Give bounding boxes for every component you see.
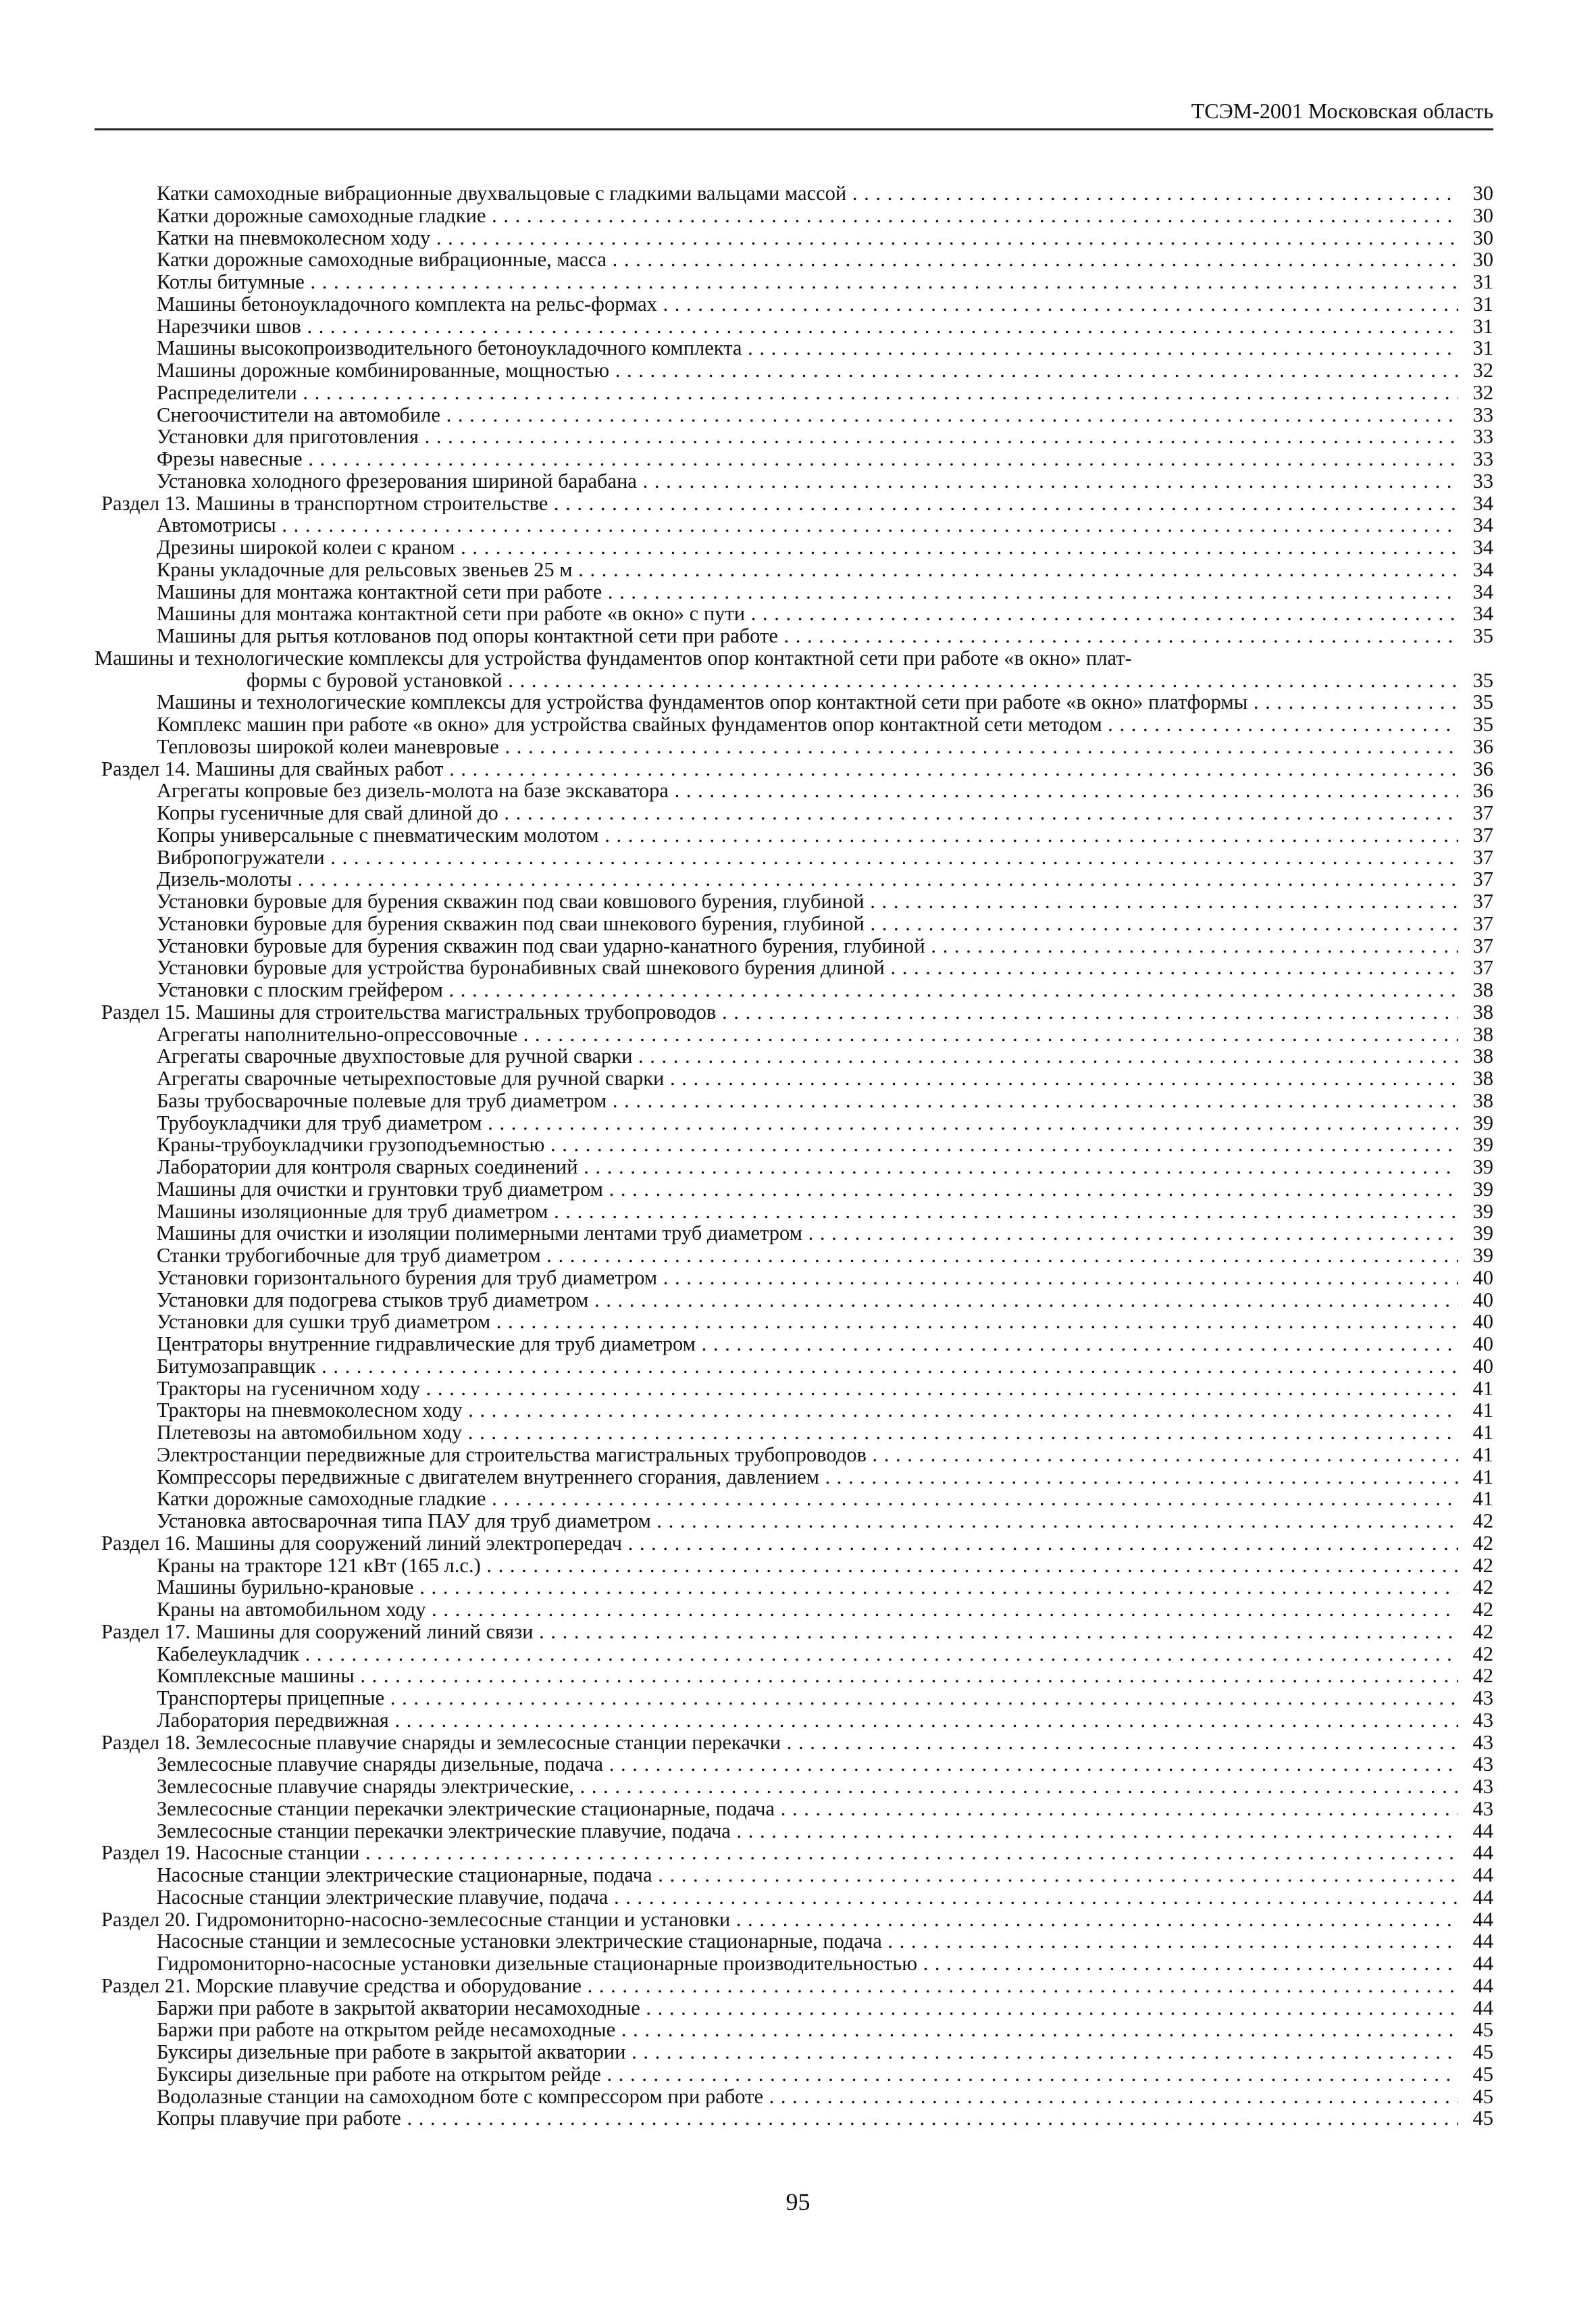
toc-entry [95,802,1493,824]
toc-entry [95,957,1493,979]
toc-entry [95,426,1493,448]
toc-entry [95,1378,1493,1400]
toc-section-entry [95,1842,1493,1864]
toc-entry-title: Базы трубосварочные полевые для труб диаметром . . . [157,1090,1458,1112]
toc-entry-title: Котлы битумные . . . [157,271,1458,293]
toc-entry-title: Тракторы на пневмоколесном ходу . . . [157,1399,1458,1422]
toc-entry-page: 39 [1472,1222,1493,1245]
toc-entry [95,1134,1493,1156]
toc-entry-page: 44 [1472,1885,1493,1909]
toc-entry [95,1045,1493,1067]
toc-entry-title: Раздел 20. Гидромониторно-насосно-землесосные станции и установки . . . [101,1909,1458,1931]
toc-entry [95,1289,1493,1311]
toc-entry-page: 33 [1472,469,1493,493]
toc-entry [95,470,1493,493]
toc-entry [95,404,1493,426]
toc-entry-title: Распределители . . . [157,382,1458,404]
toc-entry-page: 42 [1472,1553,1493,1577]
toc-entry-page: 42 [1472,1509,1493,1532]
toc-entry-title: Копры гусеничные для свай длиной до . . . [157,802,1458,824]
toc-entry-title: Плетевозы на автомобильном ходу . . . [157,1422,1458,1444]
toc-section-entry [95,1975,1493,1997]
toc-entry [95,1156,1493,1178]
toc-entry-page: 31 [1472,314,1493,338]
toc-entry-page: 34 [1472,557,1493,581]
toc-entry [95,1930,1493,1953]
toc-entry-page: 43 [1472,1686,1493,1709]
toc-entry-page: 39 [1472,1111,1493,1134]
toc-section-entry [95,1001,1493,1024]
toc-entry-title: Комплексные машины . . . [157,1665,1458,1687]
toc-entry-page: 37 [1472,867,1493,891]
toc-entry-title: Агрегаты сварочные четырехпостовые для ручной сварки . . . [157,1067,1458,1090]
toc-entry-title: Транспортеры прицепные . . . [157,1687,1458,1709]
toc-entry [95,691,1493,713]
toc-entry [95,227,1493,249]
toc-entry [95,1422,1493,1444]
toc-entry-page: 41 [1472,1399,1493,1422]
toc-entry [95,890,1493,913]
toc-section-entry [95,1909,1493,1931]
toc-section-entry [95,1621,1493,1643]
toc-entry-page: 42 [1472,1642,1493,1665]
toc-entry-title: Станки трубогибочные для труб диаметром . . . [157,1244,1458,1267]
toc-entry-title: формы с буровой установкой . . . [247,670,1458,692]
toc-entry-title: Раздел 13. Машины в транспортном строительстве . . . [101,493,1458,515]
toc-entry-page: 37 [1472,823,1493,847]
toc-entry-page: 45 [1472,2084,1493,2108]
toc-entry-page: 43 [1472,1730,1493,1754]
toc-entry [95,1399,1493,1422]
toc-entry-title: Землесосные станции перекачки электрические плавучие, подача . . . [157,1820,1458,1842]
toc-entry-title: Раздел 17. Машины для сооружений линий связи . . . [101,1621,1458,1643]
toc-entry-page: 40 [1472,1332,1493,1355]
toc-entry [95,1267,1493,1289]
toc-entry-page: 42 [1472,1598,1493,1621]
toc-entry [95,913,1493,935]
toc-entry [95,514,1493,536]
toc-entry-page: 38 [1472,1022,1493,1046]
toc-entry-page: 43 [1472,1708,1493,1732]
toc-entry [95,1333,1493,1355]
toc-entry-title: Дрезины широкой колеи с краном . . . [157,536,1458,559]
toc-entry-page: 30 [1472,226,1493,249]
toc-entry-page: 35 [1472,668,1493,692]
toc-entry-title: Краны на автомобильном ходу . . . [157,1599,1458,1621]
toc-entry-title: Насосные станции и землесосные установки электрические стационарные, подача . . . [157,1930,1458,1953]
toc-entry-page: 38 [1472,1000,1493,1024]
toc-entry-title: Раздел 19. Насосные станции . . . [101,1842,1458,1864]
toc-entry-title: Электростанции передвижные для строительства магистральных трубопроводов . . . [157,1444,1458,1466]
toc-entry-title: Установки буровые для устройства буронабивных свай шнекового бурения длиной . . . [157,957,1458,979]
toc-entry-title: Снегоочистители на автомобиле . . . [157,404,1458,426]
toc-entry-page: 34 [1472,580,1493,603]
toc-entry [95,1886,1493,1909]
toc-entry [95,1798,1493,1820]
toc-entry [95,1488,1493,1510]
toc-entry-page: 32 [1472,359,1493,382]
toc-entry [95,581,1493,603]
toc-entry-title: Катки на пневмоколесном ходу . . . [157,227,1458,249]
toc-entry-page: 31 [1472,270,1493,293]
toc-entry-title: Катки дорожные самоходные гладкие . . . [157,1488,1458,1510]
toc-entry [95,1067,1493,1090]
toc-entry [95,316,1493,338]
toc-entry-title: Лаборатория передвижная . . . [157,1709,1458,1732]
toc-entry-title: Машины для очистки и изоляции полимерными лентами труб диаметром . . . [157,1222,1458,1244]
toc-entry-title: Вибропогружатели . . . [157,847,1458,869]
toc-entry-page: 33 [1472,425,1493,449]
toc-entry [95,1510,1493,1532]
toc-entry-page: 36 [1472,779,1493,803]
toc-entry [95,868,1493,890]
toc-entry-page: 40 [1472,1354,1493,1378]
toc-entry-page: 37 [1472,911,1493,935]
toc-entry [95,1599,1493,1621]
toc-entry-page: 34 [1472,536,1493,559]
toc-entry-page: 44 [1472,1907,1493,1931]
toc-entry-title: Битумозаправщик . . . [157,1355,1458,1378]
toc-entry-page: 38 [1472,978,1493,1001]
toc-entry-title: Копры универсальные с пневматическим молотом . . . [157,824,1458,847]
toc-entry-title: Установки для приготовления . . . [157,426,1458,448]
toc-entry-title: Установка автосварочная типа ПАУ для труб диаметром . . . [157,1510,1458,1532]
toc-entry [95,2086,1493,2108]
toc-entry [95,670,1493,692]
toc-section-entry [95,493,1493,515]
toc-entry [95,1687,1493,1709]
toc-entry [95,2063,1493,2086]
toc-entry-title: Установка холодного фрезерования шириной барабана . . . [157,470,1458,493]
toc-entry [95,382,1493,404]
toc-entry-title: Краны укладочные для рельсовых звеньев 25 м . . . [157,559,1458,581]
toc-entry-page: 37 [1472,890,1493,913]
toc-entry-title: Кабелеукладчик . . . [157,1643,1458,1665]
toc-entry-title: Установки горизонтального бурения для труб диаметром . . . [157,1267,1458,1289]
toc-entry-title: Дизель-молоты . . . [157,868,1458,890]
toc-entry [95,2041,1493,2063]
toc-section-entry [95,1532,1493,1555]
toc-entry-page: 30 [1472,248,1493,272]
toc-entry-page: 36 [1472,757,1493,780]
toc-entry-title: Установки буровые для бурения скважин под сваи шнекового бурения, глубиной . . . [157,913,1458,935]
toc-entry-title: Баржи при работе в закрытой акватории несамоходные . . . [157,1997,1458,2019]
toc-entry [95,780,1493,802]
toc-entry-page: 42 [1472,1531,1493,1555]
toc-entry-title: Раздел 16. Машины для сооружений линий электропередач . . . [101,1532,1458,1555]
toc-entry [95,1112,1493,1134]
toc-entry [95,1355,1493,1378]
toc-section-entry [95,758,1493,780]
toc-entry-page: 35 [1472,624,1493,647]
toc-entry-title: Тракторы на гусеничном ходу . . . [157,1378,1458,1400]
toc-entry-title: Установки для сушки труб диаметром . . . [157,1311,1458,1333]
toc-entry [95,713,1493,736]
toc-entry [95,205,1493,227]
toc-entry [95,1178,1493,1201]
toc-entry-page: 33 [1472,403,1493,426]
toc-entry-title: Комплекс машин при работе «в окно» для устройства свайных фундаментов опор контактной сети методом . . . [157,713,1458,736]
toc-entry [95,736,1493,758]
toc-entry-page: 43 [1472,1753,1493,1776]
toc-entry-title: Установки буровые для бурения скважин под сваи ударно-канатного бурения, глубиной . . . [157,935,1458,957]
toc-entry [95,625,1493,647]
toc-entry [95,1820,1493,1842]
toc-entry-page: 37 [1472,845,1493,869]
toc-entry-title: Трубоукладчики для труб диаметром . . . [157,1112,1458,1134]
toc-entry [95,1665,1493,1687]
toc-entry-title: Копры плавучие при работе . . . [157,2107,1458,2130]
toc-entry-title: Машины изоляционные для труб диаметром . . . [157,1201,1458,1223]
toc-entry-title: Буксиры дизельные при работе в закрытой акватории . . . [157,2041,1458,2063]
toc-entry-page: 35 [1472,713,1493,736]
toc-entry-page: 41 [1472,1421,1493,1444]
toc-entry-page: 39 [1472,1244,1493,1267]
toc-entry-page: 34 [1472,491,1493,515]
toc-entry-page: 39 [1472,1155,1493,1178]
toc-entry-page: 35 [1472,690,1493,714]
toc-entry-page: 44 [1472,1930,1493,1953]
toc-entry-title: Машины и технологические комплексы для устройства фундаментов опор контактной сети при работе «в окно» платформы . . . [157,691,1458,713]
toc-entry [95,536,1493,559]
toc-entry [95,1201,1493,1223]
toc-entry-page: 37 [1472,801,1493,824]
toc-entry-page: 44 [1472,1952,1493,1975]
toc-entry-title: Краны-трубоукладчики грузоподъемностью . . . [157,1134,1458,1156]
toc-entry [95,559,1493,581]
toc-entry-page: 30 [1472,182,1493,205]
toc-entry-title: Агрегаты наполнительно-опрессовочные . . . [157,1024,1458,1046]
toc-entry [95,448,1493,470]
toc-entry-title: Катки дорожные самоходные вибрационные, масса . . . [157,249,1458,271]
toc-entry-title: Раздел 15. Машины для строительства магистральных трубопроводов . . . [101,1001,1458,1024]
toc-entry-title: Землесосные плавучие снаряды электрические, . . . [157,1776,1458,1798]
toc-entry-page: 34 [1472,513,1493,537]
toc-entry-title: Фрезы навесные . . . [157,448,1458,470]
toc-entry-page: 44 [1472,1819,1493,1842]
toc-entry-page: 41 [1472,1376,1493,1400]
toc-entry [95,249,1493,271]
toc-entry-title: Установки для подогрева стыков труб диаметром . . . [157,1289,1458,1311]
toc-entry [95,1953,1493,1975]
toc-entry-title: Машины для очистки и грунтовки труб диаметром . . . [157,1178,1458,1201]
toc-entry-title: Машины дорожные комбинированные, мощностью . . . [157,359,1458,382]
toc-entry [95,1024,1493,1046]
toc-entry-page: 45 [1472,2040,1493,2063]
toc-entry [95,271,1493,293]
toc-entry [95,359,1493,382]
toc-entry-title: Насосные станции электрические плавучие, подача . . . [157,1886,1458,1909]
toc-entry-page: 30 [1472,203,1493,227]
toc-entry-page: 38 [1472,1067,1493,1090]
toc-entry [95,337,1493,359]
toc-entry-page: 45 [1472,2062,1493,2086]
toc-entry-title: Гидромониторно-насосные установки дизельные стационарные производительностью . . . [157,1953,1458,1975]
toc-entry-title: Водолазные станции на самоходном боте с компрессором при работе . . . [157,2086,1458,2108]
toc-entry-title: Раздел 14. Машины для свайных работ . . . [101,758,1458,780]
toc-entry-page: 31 [1472,336,1493,360]
toc-entry [95,1466,1493,1488]
running-header [95,97,1493,130]
toc-entry [95,979,1493,1001]
toc-entry [95,935,1493,957]
toc-entry [95,1709,1493,1732]
toc-entry [95,1311,1493,1333]
toc-entry-title: Раздел 18. Землесосные плавучие снаряды и землесосные станции перекачки . . . [101,1732,1458,1754]
toc-entry [95,2019,1493,2041]
page-number: 95 [786,2188,810,2215]
toc-entry-page: 44 [1472,1996,1493,2019]
toc-entry-page: 37 [1472,934,1493,957]
toc-entry-page: 45 [1472,2018,1493,2042]
toc-entry-page: 38 [1472,1088,1493,1112]
toc-entry-page: 44 [1472,1863,1493,1886]
toc-entry-title: Лаборатории для контроля сварных соединений . . . [157,1156,1458,1178]
toc-entry-page: 42 [1472,1619,1493,1643]
toc-entry [95,647,1493,670]
toc-entry-title: Машины высокопроизводительного бетоноукладочного комплекта . . . [157,337,1458,359]
toc-entry-page: 45 [1472,2107,1493,2130]
toc-entry [95,182,1493,205]
toc-entry [95,1997,1493,2019]
toc-entry-title: Машины бетоноукладочного комплекта на рельс-формах . . . [157,293,1458,316]
toc-entry [95,824,1493,847]
toc-entry-page: 40 [1472,1288,1493,1311]
toc-entry [95,1555,1493,1577]
toc-entry-page: 34 [1472,602,1493,626]
toc-entry-page: 40 [1472,1265,1493,1289]
toc-entry-page: 40 [1472,1310,1493,1334]
toc-entry-title: Центраторы внутренние гидравлические для труб диаметром . . . [157,1333,1458,1355]
toc-entry [95,847,1493,869]
toc-entry-title: Краны на тракторе 121 кВт (165 л.с.) . . . [157,1555,1458,1577]
toc-entry-title: Баржи при работе на открытом рейде несамоходные . . . [157,2019,1458,2041]
header-title: ТСЭМ-2001 Московская область [1191,99,1493,123]
toc-entry-page: 42 [1472,1664,1493,1688]
toc-entry-title: Установки буровые для бурения скважин под сваи ковшового бурения, глубиной . . . [157,890,1458,913]
toc-entry-page: 38 [1472,1045,1493,1068]
toc-entry-page: 44 [1472,1841,1493,1865]
toc-entry-title: Катки дорожные самоходные гладкие . . . [157,205,1458,227]
toc-entry [95,603,1493,625]
toc-entry [95,1753,1493,1776]
toc-entry-title: Автомотрисы . . . [157,514,1458,536]
toc-entry-title: Агрегаты копровые без дизель-молота на базе экскаватора . . . [157,780,1458,802]
toc-entry-title: Буксиры дизельные при работе на открытом рейде . . . [157,2063,1458,2086]
toc-entry-page: 43 [1472,1775,1493,1798]
toc-entry-page: 36 [1472,734,1493,758]
toc-entry-page: 39 [1472,1199,1493,1223]
toc-entry-page: 39 [1472,1133,1493,1157]
toc-entry-title: Агрегаты сварочные двухпостовые для ручной сварки . . . [157,1045,1458,1067]
toc-entry-page: 43 [1472,1796,1493,1820]
toc-entry [95,1090,1493,1112]
toc-entry-page: 33 [1472,447,1493,470]
toc-entry-title: Компрессоры передвижные с двигателем внутреннего сгорания, давлением . . . [157,1466,1458,1488]
toc-entry-title: Машины для монтажа контактной сети при работе «в окно» с пути . . . [157,603,1458,625]
toc-entry-title: Землесосные плавучие снаряды дизельные, подача . . . [157,1753,1458,1776]
toc-entry-page: 41 [1472,1487,1493,1511]
toc-entry-page: 31 [1472,292,1493,316]
toc-entry-page: 41 [1472,1442,1493,1466]
toc-entry [95,1444,1493,1466]
toc-entry-title: Насосные станции электрические стационарные, подача . . . [157,1864,1458,1886]
toc-entry-title: Машины и технологические комплексы для устройства фундаментов опор контактной сети при работе «в окно» плат- [95,647,1132,670]
toc-entry [95,1222,1493,1244]
toc-entry-page: 44 [1472,1973,1493,1997]
toc-entry [95,2107,1493,2130]
toc-entry-title: Нарезчики швов . . . [157,316,1458,338]
toc-entry [95,1576,1493,1599]
toc-entry-page: 32 [1472,380,1493,404]
toc-entry [95,1864,1493,1886]
toc-entry [95,1776,1493,1798]
toc-entry-title: Машины для рытья котлованов под опоры контактной сети при работе . . . [157,625,1458,647]
toc-entry-title: Машины бурильно-крановые . . . [157,1576,1458,1599]
toc-entry-title: Катки самоходные вибрационные двухвальцовые с гладкими вальцами массой . . . [157,182,1458,205]
toc-entry-title: Тепловозы широкой колеи маневровые . . . [157,736,1458,758]
toc-entry [95,293,1493,316]
toc-entry-title: Установки с плоским грейфером . . . [157,979,1458,1001]
toc-entry-title: Землесосные станции перекачки электрические стационарные, подача . . . [157,1798,1458,1820]
toc-entry-page: 42 [1472,1576,1493,1599]
toc-entry-page: 41 [1472,1465,1493,1488]
table-of-contents [95,182,1493,2130]
toc-entry-page: 39 [1472,1177,1493,1201]
toc-section-entry [95,1732,1493,1754]
toc-entry-title: Машины для монтажа контактной сети при работе . . . [157,581,1458,603]
toc-entry [95,1244,1493,1267]
toc-entry-page: 37 [1472,956,1493,980]
toc-entry-title: Раздел 21. Морские плавучие средства и оборудование . . . [101,1975,1458,1997]
toc-entry [95,1643,1493,1665]
